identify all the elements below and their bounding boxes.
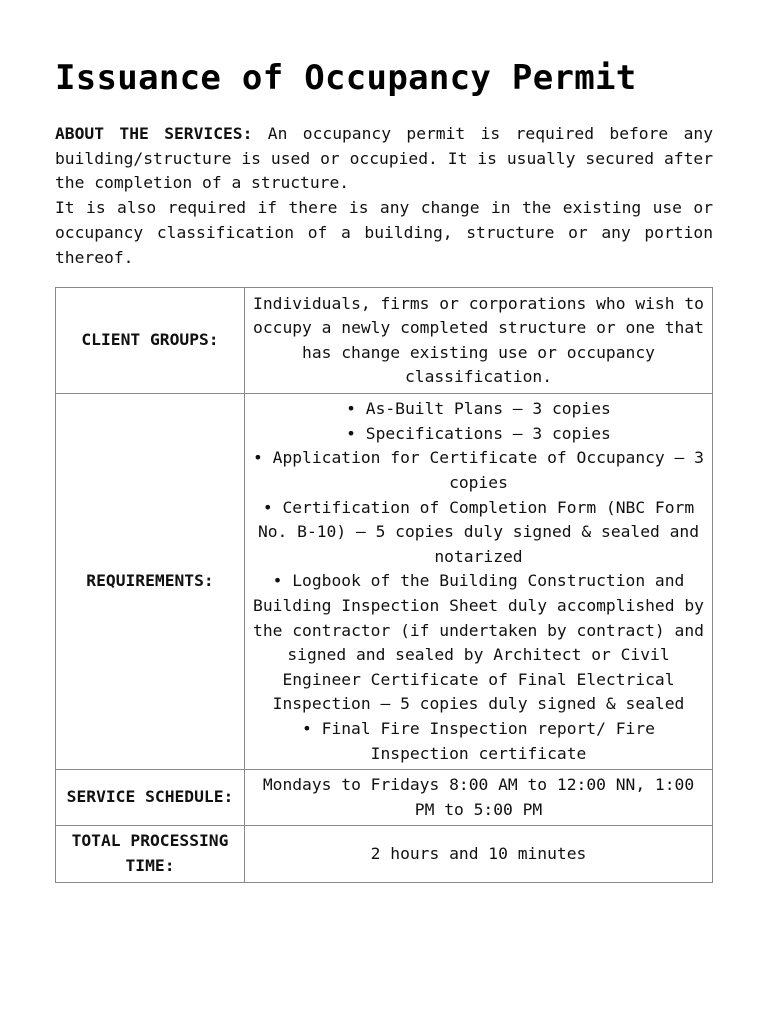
requirement-item: • Application for Certificate of Occupancy – 3 copies [253,448,704,492]
requirements-list [245,394,713,770]
requirement-item: • Specifications – 3 copies [346,423,611,443]
about-paragraph-2: It is also required if there is any change in the existing use or occupancy classification of a building, structure or any portion thereof. [55,198,713,267]
table-row-requirements [56,394,713,770]
about-section [55,122,713,270]
service-info-table [55,287,713,882]
processing-time-label: TOTAL PROCESSING TIME: [56,826,245,882]
client-groups-label: CLIENT GROUPS: [56,288,245,394]
service-schedule-value: Mondays to Fridays 8:00 AM to 12:00 NN, 1:00 PM to 5:00 PM [245,770,713,826]
requirement-item: • Final Fire Inspection report/ Fire Inspection certificate [302,718,655,763]
requirement-item: • Certification of Completion Form (NBC Form No. B-10) – 5 copies duly signed & sealed and notarized [257,497,700,566]
requirement-item: • Logbook of the Building Construction and Building Inspection Sheet duly accomplished by the contractor (if undertaken by contract) and signed and sealed by Architect or Civil Engineer Certificate of Final Electrical Inspection – 5 copies duly signed & sealed [253,571,704,714]
service-schedule-label: SERVICE SCHEDULE: [56,770,245,826]
about-text-1: An occupancy permit is required before any building/structure is used or occupied. It is usually secured after the completion of a structure. [55,124,713,193]
about-lead: ABOUT THE SERVICES: [55,124,253,143]
processing-time-value: 2 hours and 10 minutes [245,826,713,882]
requirement-item: • As-Built Plans – 3 copies [346,399,611,419]
table-row-service-schedule [56,770,713,826]
table-row-processing-time [56,826,713,882]
requirements-label: REQUIREMENTS: [56,394,245,770]
client-groups-value: Individuals, firms or corporations who wish to occupy a newly completed structure or one that has change existing use or occupancy classification. [245,288,713,394]
page-title: Issuance of Occupancy Permit [55,58,637,98]
table-row-client-groups [56,288,713,394]
about-paragraph-1 [55,122,713,196]
